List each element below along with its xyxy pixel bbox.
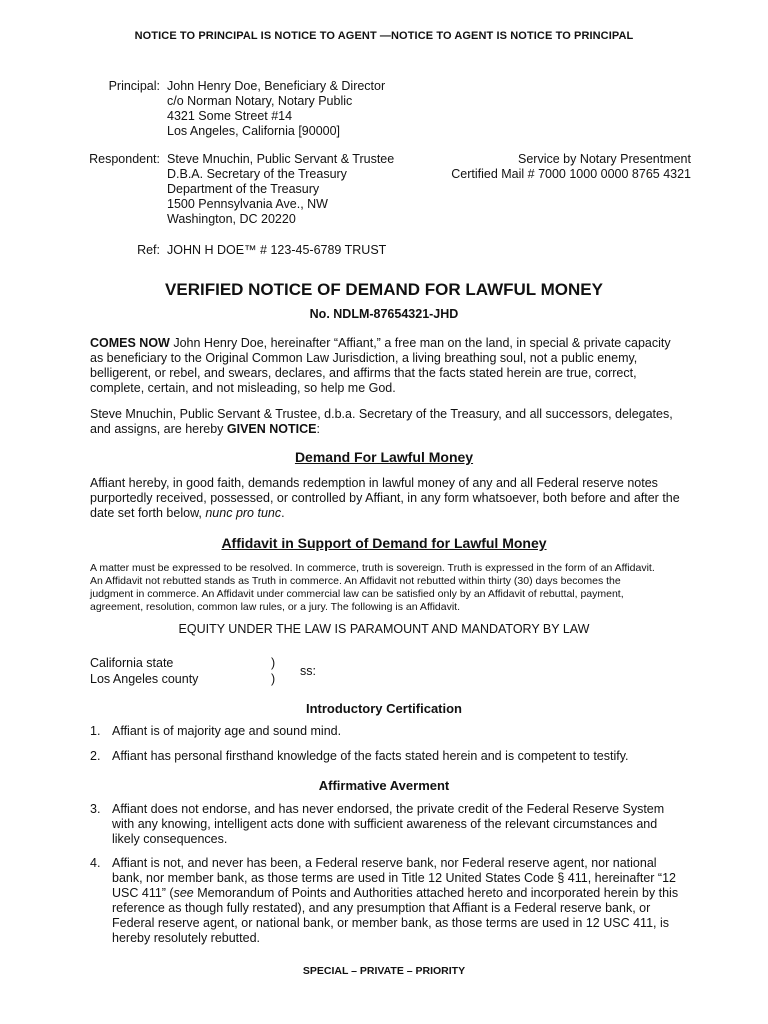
item4-italic: see: [173, 886, 194, 900]
respondent-line: 1500 Pennsylvania Ave., NW: [167, 197, 328, 211]
affidavit-paragraph: A matter must be expressed to be resolved. In commerce, truth is sovereign. Truth is expressed in the form of an Affidavit. An Affidavit not rebutted stands as Truth in commerce. An Affidavit not rebutted within thirty (30) days becomes the judgment in commerce. An Affidavit under commercial law can be satisfied only by an Affidavit of rebuttal, payment, agreement, resolution, common law rules, or a jury. The following is an Affidavit.: [90, 562, 655, 613]
respondent-line: Washington, DC 20220: [167, 212, 296, 226]
document-title: VERIFIED NOTICE OF DEMAND FOR LAWFUL MONEY: [165, 280, 603, 299]
item-number: 1.: [90, 724, 101, 738]
item4-text-b: Memorandum of Points and Authorities attached hereto and incorporated herein by this reference as though fully restated), and any presumption that Affiant is a Federal reserve bank, or Federal reserve agent, or national bank, or member bank, as those terms are used in 12 USC 411, is hereby resolutely rebutted.: [112, 886, 679, 945]
principal-label: Principal:: [108, 79, 160, 93]
respondent-line: D.B.A. Secretary of the Treasury: [167, 167, 347, 181]
item-text: [112, 856, 680, 946]
venue-county: Los Angeles county: [90, 672, 199, 686]
respondent-line: Department of the Treasury: [167, 182, 320, 196]
ref-label: Ref:: [137, 243, 160, 257]
demand-end: .: [281, 506, 285, 520]
item-number: 3.: [90, 802, 101, 816]
affidavit-heading: Affidavit in Support of Demand for Lawful Money: [221, 535, 547, 551]
item-number: 4.: [90, 856, 101, 870]
principal-line: Los Angeles, California [90000]: [167, 124, 341, 138]
comes-now-lead: COMES NOW: [90, 336, 170, 350]
item-text: Affiant is of majority age and sound mind.: [112, 724, 342, 738]
demand-text: Affiant hereby, in good faith, demands redemption in lawful money of any and all Federal reserve notes purportedly received, possessed, or controlled by Affiant, in any form whatsoever, both before and after the date set forth below,: [90, 476, 680, 520]
principal-address: [167, 79, 385, 139]
comes-now-paragraph: [90, 336, 680, 396]
respondent-label: Respondent:: [89, 152, 160, 166]
given-notice-bold: GIVEN NOTICE: [226, 422, 317, 436]
affirm-heading: Affirmative Averment: [318, 778, 450, 793]
service-method: [451, 152, 691, 182]
item-text: Affiant has personal firsthand knowledge of the facts stated herein and is competent to testify.: [112, 749, 629, 763]
ref-value: JOHN H DOE™ # 123-45-6789 TRUST: [167, 243, 387, 257]
respondent-address: [167, 152, 394, 227]
footer-notice: SPECIAL – PRIVATE – PRIORITY: [302, 965, 466, 977]
comes-now-text: John Henry Doe, hereinafter “Affiant,” a free man on the land, in special & private capacity as beneficiary to the Original Common Law Jurisdiction, a living breathing soul, not a public enemy, belligerent, or rebel, and swears, declares, and affirms that the facts stated herein are true, correct, complete, certain, and not misleading, so help me God.: [90, 336, 671, 395]
venue-ss: ss:: [300, 664, 316, 678]
item4-text-a: Affiant is not, and never has been, a Federal reserve bank, nor Federal reserve agent, nor national bank, nor member bank, as those terms are used in Title 12 United States Code § 411, hereinafter “12 USC 411” (: [112, 856, 676, 900]
equity-statement: EQUITY UNDER THE LAW IS PARAMOUNT AND MANDATORY BY LAW: [178, 622, 590, 636]
list-item: [90, 802, 680, 847]
top-notice: NOTICE TO PRINCIPAL IS NOTICE TO AGENT —NOTICE TO AGENT IS NOTICE TO PRINCIPAL: [134, 30, 634, 42]
venue-parens: [271, 655, 275, 687]
principal-line: c/o Norman Notary, Notary Public: [167, 94, 353, 108]
venue-labels: [90, 655, 198, 687]
principal-line: 4321 Some Street #14: [167, 109, 293, 123]
given-notice-paragraph: [90, 407, 680, 437]
given-notice-end: :: [316, 422, 320, 436]
item-number: 2.: [90, 749, 101, 763]
demand-italic: nunc pro tunc: [205, 506, 282, 520]
list-item: [90, 724, 680, 739]
venue-paren: ): [271, 672, 276, 686]
demand-paragraph: [90, 476, 680, 521]
respondent-line: Steve Mnuchin, Public Servant & Trustee: [167, 152, 395, 166]
demand-heading: Demand For Lawful Money: [294, 449, 474, 465]
certified-mail-line: Certified Mail # 7000 1000 0000 8765 4321: [451, 167, 691, 181]
intro-heading: Introductory Certification: [305, 701, 462, 716]
principal-line: John Henry Doe, Beneficiary & Director: [167, 79, 386, 93]
venue-paren: ): [271, 656, 276, 670]
list-item: [90, 749, 680, 764]
document-number: No. NDLM-87654321-JHD: [309, 307, 459, 321]
service-line: Service by Notary Presentment: [518, 152, 691, 166]
venue-state: California state: [90, 656, 174, 670]
given-notice-text: Steve Mnuchin, Public Servant & Trustee, d.b.a. Secretary of the Treasury, and all successors, delegates, and assigns, are hereby: [90, 407, 673, 436]
list-item: [90, 856, 680, 946]
item-text: Affiant does not endorse, and has never endorsed, the private credit of the Federal Reserve System with any knowing, intelligent acts done with sufficient awareness of the relevant circumstances and likely consequences.: [112, 802, 665, 846]
